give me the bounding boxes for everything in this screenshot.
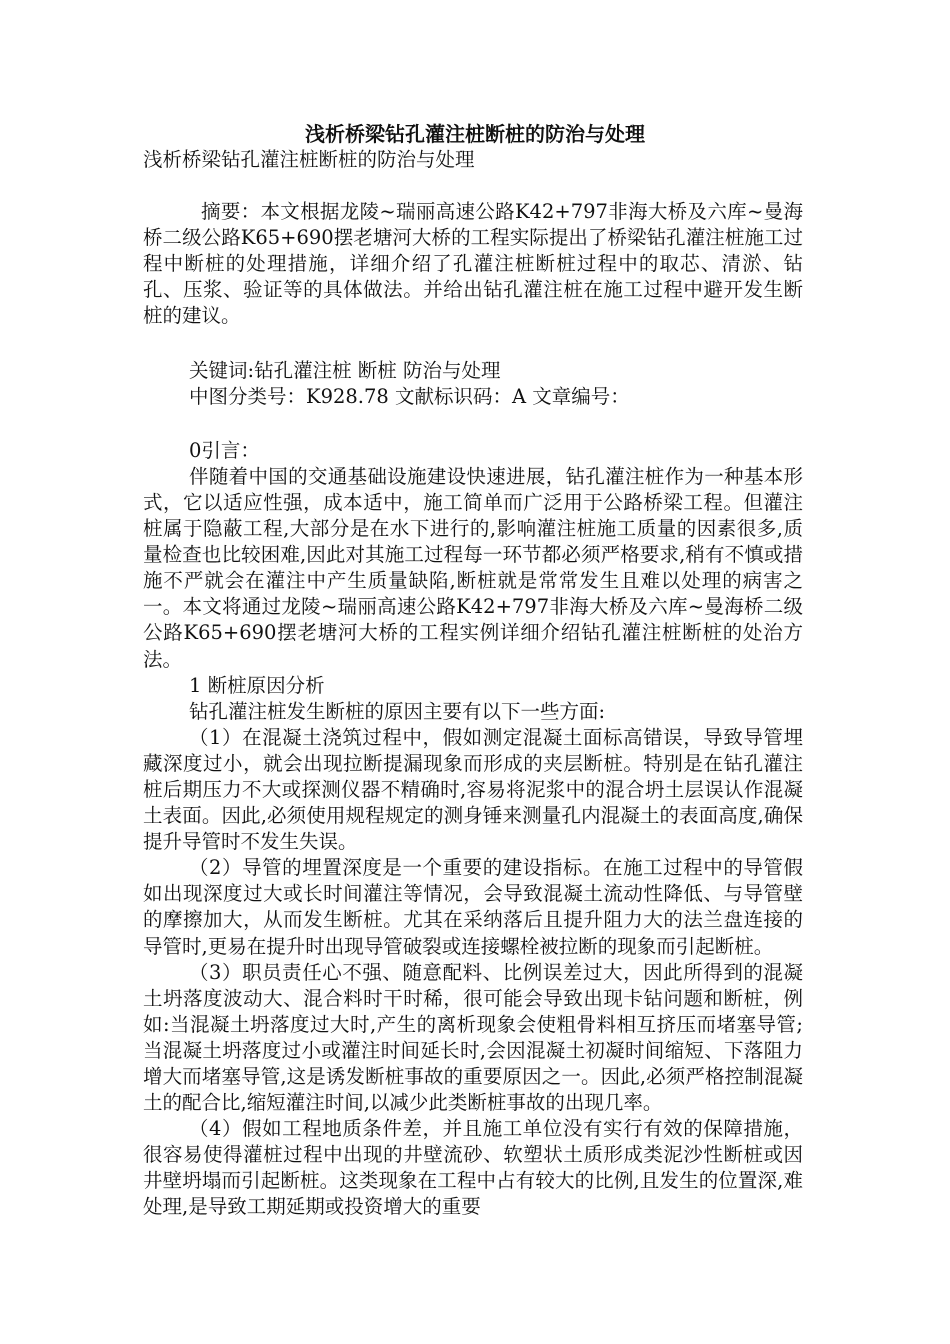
section-lead: 钻孔灌注桩发生断桩的原因主要有以下一些方面: — [189, 699, 606, 723]
list-item-2: （2）导管的埋置深度是一个重要的建设指标。在施工过程中的导管假如出现深度过大或长时间灌注等情况，会导致混凝土流动性降低、与导管壁的摩擦加大，从而发生断桩。尤其在采纳落后且提升阻力大的法兰盘连接的导管时,更易在提升时出现导管破裂或连接螺栓被拉断的现象而引起断桩。 — [143, 856, 803, 958]
list-item-4: （4）假如工程地质条件差，并且施工单位没有实行有效的保障措施，很容易使得灌桩过程中出现的井壁流砂、软塑状土质形成类泥沙性断桩或因井壁坍塌而引起断桩。这类现象在工程中占有较大的比例,且发生的位置深,难处理,是导致工期延期或投资增大的重要 — [143, 1117, 803, 1219]
document-title: 浅析桥梁钻孔灌注桩断桩的防治与处理 — [305, 122, 645, 146]
intro-heading: 0引言： — [189, 438, 260, 462]
list-item-1: （1）在混凝土浇筑过程中，假如测定混凝土面标高错误，导致导管埋藏深度过小，就会出现拉断提漏现象而形成的夹层断桩。特别是在钻孔灌注桩后期压力不大或探测仪器不精确时,容易将泥浆中的混合坍土层误认作混凝土表面。因此,必须使用规程规定的测身锤来测量孔内混凝土的表面高度,确保提升导管时不发生失误。 — [143, 725, 803, 854]
abstract-paragraph: 摘要：本文根据龙陵~瑞丽高速公路K42+797非海大桥及六库~曼海桥二级公路K65+690摆老塘河大桥的工程实际提出了桥梁钻孔灌注桩施工过程中断桩的处理措施，详细介绍了孔灌注桩断桩过程中的取芯、清淤、钻孔、压浆、验证等的具体做法。并给出钻孔灌注桩在施工过程中避开发生断桩的建议。 — [143, 200, 803, 328]
spacer — [143, 410, 803, 438]
classification-line: 中图分类号：K928.78 文献标识码：A 文章编号： — [189, 384, 630, 408]
keywords-line: 关键词:钻孔灌注桩 断桩 防治与处理 — [189, 358, 501, 382]
document-subtitle: 浅析桥梁钻孔灌注桩断桩的防治与处理 — [143, 148, 475, 171]
intro-paragraph: 伴随着中国的交通基础设施建设快速进展，钻孔灌注桩作为一种基本形式，它以适应性强，成本适中，施工简单而广泛用于公路桥梁工程。但灌注桩属于隐蔽工程,大部分是在水下进行的,影响灌注桩施工质量的因素很多,质量检查也比较困难,因此对其施工过程每一环节都必须严格要求,稍有不慎或措施不严就会在灌注中产生质量缺陷,断桩就是常常发生且难以处理的病害之一。本文将通过龙陵~瑞丽高速公路K42+797非海大桥及六库~曼海桥二级公路K65+690摆老塘河大桥的工程实例详细介绍钻孔灌注桩断桩的处治方法。 — [143, 464, 803, 671]
spacer — [143, 173, 803, 199]
document-body — [143, 147, 803, 1221]
spacer — [143, 330, 803, 358]
list-item-3: （3）职员责任心不强、随意配料、比例误差过大，因此所得到的混凝土坍落度波动大、混合料时干时稀，很可能会导致出现卡钻问题和断桩，例如:当混凝土坍落度过大时,产生的离析现象会使粗骨料相互挤压而堵塞导管;当混凝土坍落度过小或灌注时间延长时,会因混凝土初凝时间缩短、下落阻力增大而堵塞导管,这是诱发断桩事故的重要原因之一。因此,必须严格控制混凝土的配合比,缩短灌注时间,以减少此类断桩事故的出现几率。 — [143, 960, 803, 1115]
section-heading: 1 断桩原因分析 — [189, 673, 325, 697]
